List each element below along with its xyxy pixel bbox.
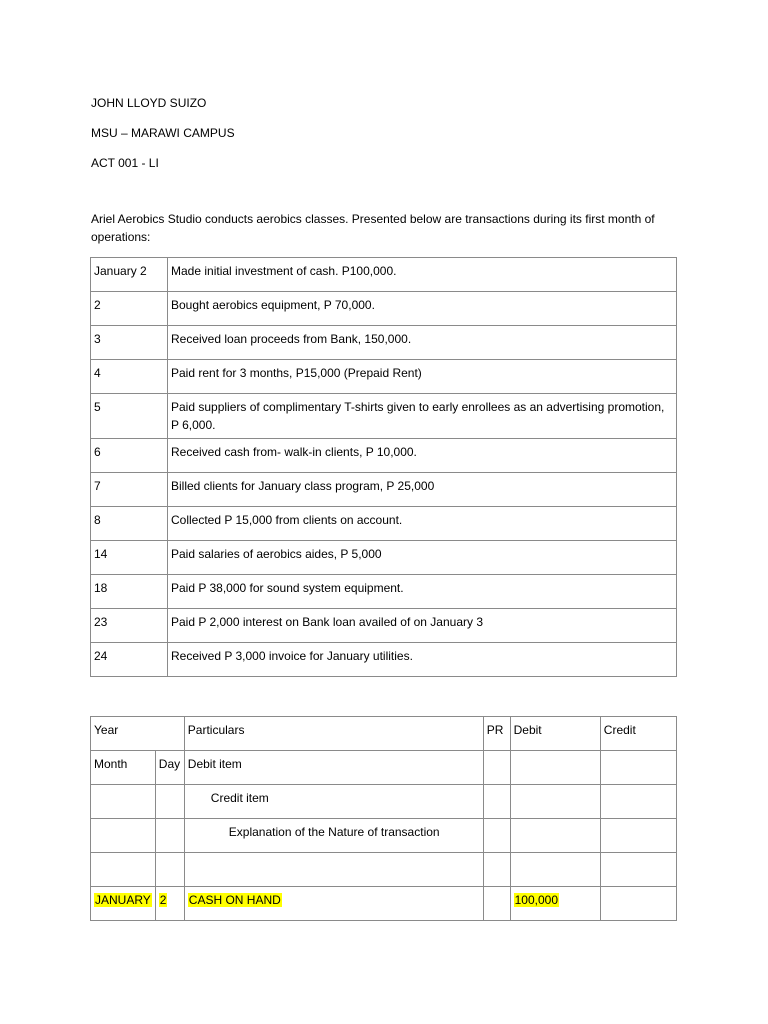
journal-subheader-row	[91, 751, 677, 785]
journal-header-row	[91, 717, 677, 751]
transaction-description: Billed clients for January class program, P 25,000	[168, 473, 677, 507]
entry-debit: 100,000	[514, 893, 558, 907]
transaction-description: Paid P 2,000 interest on Bank loan availed of on January 3	[168, 609, 677, 643]
transaction-description: Received cash from- walk-in clients, P 10,000.	[168, 439, 677, 473]
course-code: ACT 001 - LI	[91, 156, 159, 170]
transaction-description: Bought aerobics equipment, P 70,000.	[168, 292, 677, 326]
transaction-row	[91, 439, 677, 473]
transaction-row	[91, 643, 677, 677]
transaction-date: 2	[91, 292, 168, 326]
credit-item-label: Credit item	[184, 785, 483, 819]
transaction-description: Paid suppliers of complimentary T-shirts given to early enrollees as an advertising promotion, P 6,000.	[168, 394, 677, 439]
transaction-row	[91, 609, 677, 643]
transaction-description: Received loan proceeds from Bank, 150,000.	[168, 326, 677, 360]
journal-entry-row	[91, 887, 677, 921]
journal-blank-row	[91, 853, 677, 887]
transaction-description: Paid salaries of aerobics aides, P 5,000	[168, 541, 677, 575]
transaction-row	[91, 507, 677, 541]
transaction-row	[91, 394, 677, 439]
transaction-date: 23	[91, 609, 168, 643]
entry-account: CASH ON HAND	[188, 893, 281, 907]
year-header: Year	[91, 717, 185, 751]
journal-explanation-row	[91, 819, 677, 853]
transaction-date: 14	[91, 541, 168, 575]
transaction-description: Made initial investment of cash. P100,000.	[168, 258, 677, 292]
transactions-table	[90, 257, 677, 677]
problem-intro: Ariel Aerobics Studio conducts aerobics classes. Presented below are transactions during its first month of operations:	[91, 212, 655, 244]
transaction-date: 4	[91, 360, 168, 394]
debit-header: Debit	[510, 717, 600, 751]
transaction-description: Collected P 15,000 from clients on account.	[168, 507, 677, 541]
transaction-date: 3	[91, 326, 168, 360]
pr-header: PR	[483, 717, 510, 751]
transaction-row	[91, 258, 677, 292]
entry-day: 2	[159, 893, 167, 907]
transaction-date: January 2	[91, 258, 168, 292]
transaction-date: 24	[91, 643, 168, 677]
transaction-row	[91, 360, 677, 394]
journal-table	[90, 716, 677, 921]
transaction-date: 5	[91, 394, 168, 439]
school-name: MSU – MARAWI CAMPUS	[91, 126, 235, 140]
transaction-row	[91, 541, 677, 575]
month-header: Month	[91, 751, 156, 785]
day-header: Day	[155, 751, 184, 785]
transaction-description: Paid P 38,000 for sound system equipment.	[168, 575, 677, 609]
transaction-date: 6	[91, 439, 168, 473]
transaction-row	[91, 473, 677, 507]
credit-header: Credit	[600, 717, 676, 751]
debit-item-label: Debit item	[184, 751, 483, 785]
entry-month: JANUARY	[95, 893, 151, 907]
transaction-date: 18	[91, 575, 168, 609]
explanation-label: Explanation of the Nature of transaction	[184, 819, 483, 853]
transaction-row	[91, 326, 677, 360]
student-name: JOHN LLOYD SUIZO	[91, 96, 207, 110]
journal-credit-row	[91, 785, 677, 819]
transaction-description: Received P 3,000 invoice for January utilities.	[168, 643, 677, 677]
transaction-date: 7	[91, 473, 168, 507]
transaction-description: Paid rent for 3 months, P15,000 (Prepaid Rent)	[168, 360, 677, 394]
transaction-row	[91, 575, 677, 609]
transaction-row	[91, 292, 677, 326]
transaction-date: 8	[91, 507, 168, 541]
particulars-header: Particulars	[184, 717, 483, 751]
